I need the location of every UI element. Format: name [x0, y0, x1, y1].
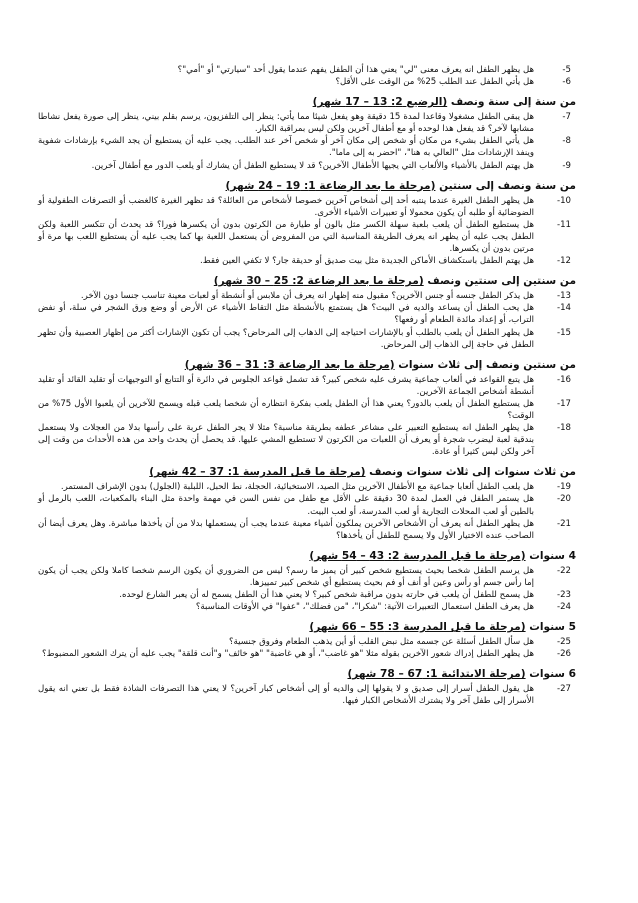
- section-heading: [38, 274, 578, 288]
- question-number: 23-: [556, 590, 571, 600]
- question-text: هل يعرف الطفل استعمال التعبيرات الآتية: "شكرا"، "من فضلك"، "عفوا" في الأوقات المناسبة؟: [195, 602, 534, 613]
- section-heading: [38, 465, 578, 479]
- section: [38, 95, 578, 171]
- question-item: [38, 589, 578, 601]
- question-number: 11-: [556, 219, 571, 230]
- question-number: 12-: [556, 256, 571, 267]
- question-number: 16-: [556, 374, 571, 385]
- section-heading-title: (مرحلة ما قبل المدرسة 1: 37 – 42 شهر): [149, 466, 366, 479]
- question-number: 7-: [562, 112, 571, 123]
- question-number: 10-: [556, 195, 571, 206]
- question-number: 24-: [556, 602, 571, 613]
- section-heading-title: (مرحلة ما قبل المدرسة 3: 55 – 66 شهر): [309, 621, 526, 634]
- section-heading: [38, 667, 578, 681]
- section-heading-title: (مرحلة الابتدائية 1: 67 – 78 شهر): [347, 668, 526, 681]
- question-text: هل يستمر الطفل في العمل لمدة 30 دقيقة على الأقل مع طفل من نفس السن في مهمة واحدة مثل البناء بالمكعبات، اللعب بالرمل أو بالطين أو لعب المحلات التجارية أو لعب المدرسة، أو لعب البيت.: [38, 494, 534, 517]
- question-item: [38, 327, 578, 351]
- section-heading-prefix: من سنتين ونصف إلى ثلاث سنوات: [394, 358, 576, 371]
- question-text: هل يرسم الطفل شخصا بحيث يستطيع شخص كبير أن يميز ما رسم؟ ليس من الضروري أن يكون الرسم شخصا كاملا ولكن يجب أن يكون إما رأس جسم أو رأس وعين أو أنف أو فم بحيث يستطيع أي شخص كبير تمييزها.: [38, 565, 534, 588]
- question-text: هل يظهر الطفل الغيرة عندما ينتبه أحد إلى أشخاص آخرين خصوصا لأشخاص من العائلة؟ قد تظهر الغيرة كالغضب أو التصرفات الطفولية أو الضوضائية أو طلبه أن يكون محمولا أو تعبيرات الأشياء الأخرى.: [38, 195, 534, 218]
- question-item: [38, 290, 578, 302]
- question-number: 14-: [556, 303, 571, 314]
- section-heading-prefix: 4 سنوات: [525, 549, 576, 562]
- question-text: هل يأتي الطفل عند الطلب 25% من الوقت على الأقل؟: [335, 77, 534, 88]
- section-heading: [38, 549, 578, 563]
- question-number: 26-: [556, 649, 571, 660]
- question-text: هل يظهر الطفل أنه يعرف أن الأشخاص الآخرين يملكون أشياء معينة عندما يجب أن يستعملها بدلا من أن يأخذها مباشرة. وهل يعرف أيضا أن الصاحب عنده الاختيار الأول ولا يسمح للطفل أن يأخذها؟: [38, 518, 534, 541]
- section-heading: [38, 620, 578, 634]
- question-item: [38, 683, 578, 707]
- question-item: [38, 601, 578, 613]
- question-item: [38, 648, 578, 660]
- question-text: هل يأتي الطفل بشيء من مكان أو شخص إلى مكان آخر أو شخص آخر عند الطلب. يجب عليه أن يستطيع أن يجد الشيء بإرشادات شفوية وينفذ الإرشادات مثل "العالي به هنا"، "احضر به إلى ماما".: [38, 136, 534, 159]
- question-text: هل يظهر الطفل انه يعرف معنى "لي" يعني هذا أن الطفل يفهم عندما يقول أحد "سيارتي" أو "أمي"؟: [177, 65, 534, 75]
- question-text: هل يظهر الطفل انه يستطيع التعبير على مشاعر عطفه بطريقة مناسبة؟ مثلا لا يجر الطفل عربة على رأسها بدلا من العجلات ولا يستعمل بندقية لعبة ليضرب شجرة أو يعرف أن اللعبات من الكرتون لا تستطيع المشي عليها. قد يحصل أن يحدث واحد من هذه الأحداث من وقت إلى آخر ولكن ليس كثيرا أو عادة.: [38, 423, 534, 458]
- question-number: 22-: [556, 565, 571, 576]
- question-text: هل يحب الطفل أن يساعد والديه في البيت؟ هل يستمتع بالأنشطة مثل التقاط الأشياء عن الأرض أو وضع ورق الشجر في سلة، أو نفض التراب، أو إعداد مائدة الطعام أو رفعها؟: [38, 303, 534, 326]
- question-text: هل يبقى الطفل مشغولا وقاعدا لمدة 15 دقيقة وهو يفعل شيئا مما يأتي: ينظر إلى التلفزيون، يرسم بقلم بيني، ينظر إلى صورة يفعل نشاطا مشابها لآخر؟ قد يفعل هذا لوحده أو مع أطفال آخرين ولكن ليس بمراقبة الكبار.: [38, 112, 534, 135]
- question-item: [38, 64, 578, 76]
- section-heading: [38, 179, 578, 193]
- document-page: [38, 64, 578, 708]
- question-item: [38, 135, 578, 159]
- section: [38, 620, 578, 660]
- question-number: 19-: [556, 482, 571, 493]
- question-number: 17-: [556, 398, 571, 409]
- question-item: [38, 636, 578, 648]
- items-top: [38, 64, 578, 88]
- question-text: هل يلعب الطفل ألعابا جماعية مع الأطفال الآخرين مثل الصيد، الاستخبائية، الحجلة، نط الحبل، اللبلبة (الجلول) بدون الإشراف المستمر.: [60, 482, 534, 493]
- question-item: [38, 518, 578, 542]
- question-item: [38, 302, 578, 326]
- question-item: [38, 374, 578, 398]
- section: [38, 549, 578, 613]
- question-text: هل يظهر الطفل إدراك شعور الآخرين بقوله مثلا "هو غاضب"، أو هي غاضبة" "هو خائف" و"أنت قلقة" يجب عليه أن يترك الشعور المضبوط؟: [42, 649, 534, 660]
- section-heading: [38, 358, 578, 372]
- question-item: [38, 219, 578, 255]
- question-item: [38, 195, 578, 219]
- question-number: 18-: [556, 423, 571, 434]
- question-item: [38, 398, 578, 422]
- section-heading-title: (مرحلة ما قبل المدرسة 2: 43 – 54 شهر): [309, 549, 526, 562]
- question-text: هل يسمح للطفل أن يلعب في حارته بدون مراقبة شخص كبير؟ لا يعني هذا أن الطفل يسمح له أن يعبر الشارع لوحده.: [119, 590, 534, 600]
- question-text: هل يستطيع الطفل أن يلعب بالدور؟ يعني هذا أن الطفل يلعب بفكرة انتظاره أن شخصا يلعب قبله ويسمح للآخرين أن يلعبوا الأول 75% من الوقت؟: [38, 398, 534, 421]
- question-item: [38, 422, 578, 458]
- question-text: هل يهتم الطفل باستكشاف الأماكن الجديدة مثل بيت صديق أو حديقة جار؟ لا تكفي العين فقط.: [200, 256, 534, 267]
- section-heading-prefix: من سنتين إلى سنتين ونصف: [423, 275, 576, 288]
- question-text: هل يقول الطفل أسرار إلى صديق و لا يقولها إلى والديه أو إلى أشخاص كبار آخرين؟ لا يعني هذا التصرفات الشاذة فقط بل تعني انه يقول الأسرار إلى طفل آخر ولا يشترك الأشخاص الكبار فيها.: [38, 684, 534, 707]
- question-number: 9-: [562, 160, 571, 171]
- question-number: 15-: [556, 327, 571, 338]
- section-heading-title: (مرحلة ما بعد الرضاعة 1: 19 – 24 شهر): [225, 179, 436, 192]
- section-heading-prefix: من سنة إلى سنة ونصف: [447, 96, 576, 109]
- question-item: [38, 481, 578, 493]
- section-heading-title: (مرحلة ما بعد الرضاعة 3: 31 – 36 شهر): [184, 358, 395, 371]
- section-heading-title: (مرحلة ما بعد الرضاعة 2: 25 – 30 شهر): [213, 275, 424, 288]
- section-heading-prefix: 5 سنوات: [525, 621, 576, 634]
- section: [38, 667, 578, 707]
- section-heading-prefix: من ثلاث سنوات إلى ثلاث سنوات ونصف: [365, 466, 576, 479]
- question-number: 8-: [562, 136, 571, 147]
- question-number: 27-: [556, 684, 571, 695]
- question-number: 5-: [562, 65, 571, 75]
- question-number: 6-: [562, 77, 571, 88]
- section: [38, 465, 578, 541]
- question-text: هل يهتم الطفل بالأشياء والألعاب التي يجيها الأطفال الآخرين؟ قد لا يستطيع الطفل أن يشارك أو يلعب الدور مع أطفال آخرين.: [91, 160, 534, 171]
- question-item: [38, 255, 578, 267]
- question-text: هل سأل الطفل أسئلة عن جسمه مثل نبض القلب أو أين يذهب الطعام وفروق جنسية؟: [229, 637, 534, 648]
- question-item: [38, 160, 578, 172]
- question-text: هل يستطيع الطفل أن يلعب بلعبة سهلة الكسر مثل بالون أو طيارة من الكرتون بدون أن يكسرها فورا؟ قد يحدث أن تتكسر اللعبة ولكن الطفل يجب عليه أن يظهر انه يعرف الطريقة المناسبة التي من المفروض أن يستعمل اللعبة بها كما يجب عليه أن يستطيع اللعب بها مرة أو مرتين بدون أن يكسرها.: [38, 219, 534, 255]
- section: [38, 274, 578, 350]
- section: [38, 358, 578, 459]
- section-heading-title: (الرضيع 2: 13 – 17 شهر): [312, 96, 448, 109]
- question-text: هل يظهر الطفل أن يلعب بالطلب أو بالإشارات احتياجه إلى الذهاب إلى المرحاض؟ يجب أن تكون الإشارات أكثر من إظهار العصبية وأن تظهر الطفل في حاجة إلى الذهاب إلى المرحاض.: [38, 327, 534, 350]
- question-number: 25-: [556, 637, 571, 648]
- section-heading-prefix: 6 سنوات: [525, 668, 576, 681]
- question-number: 20-: [556, 494, 571, 505]
- question-number: 13-: [556, 291, 571, 302]
- section-heading: [38, 95, 578, 109]
- question-item: [38, 111, 578, 135]
- question-text: هل يذكر الطفل جنسه أو جنس الآخرين؟ مقبول منه إظهار انه يعرف أن ملابس أو أنشطة أو لعبات معينة تناسب جنسا دون الآخر.: [80, 291, 534, 302]
- question-text: هل يتبع القواعد في ألعاب جماعية يشرف عليه شخص كبير؟ قد تشمل قواعد الجلوس في دائرة أو التتابع أو التوجيهات أو تقليد القائد أو تقليد أنشطة أشخاص الجماعة الآخرين.: [38, 374, 534, 397]
- section: [38, 179, 578, 268]
- question-item: [38, 493, 578, 517]
- question-item: [38, 565, 578, 589]
- question-item: [38, 76, 578, 88]
- question-number: 21-: [556, 518, 571, 529]
- section-heading-prefix: من سنة ونصف إلى سنتين: [435, 179, 576, 192]
